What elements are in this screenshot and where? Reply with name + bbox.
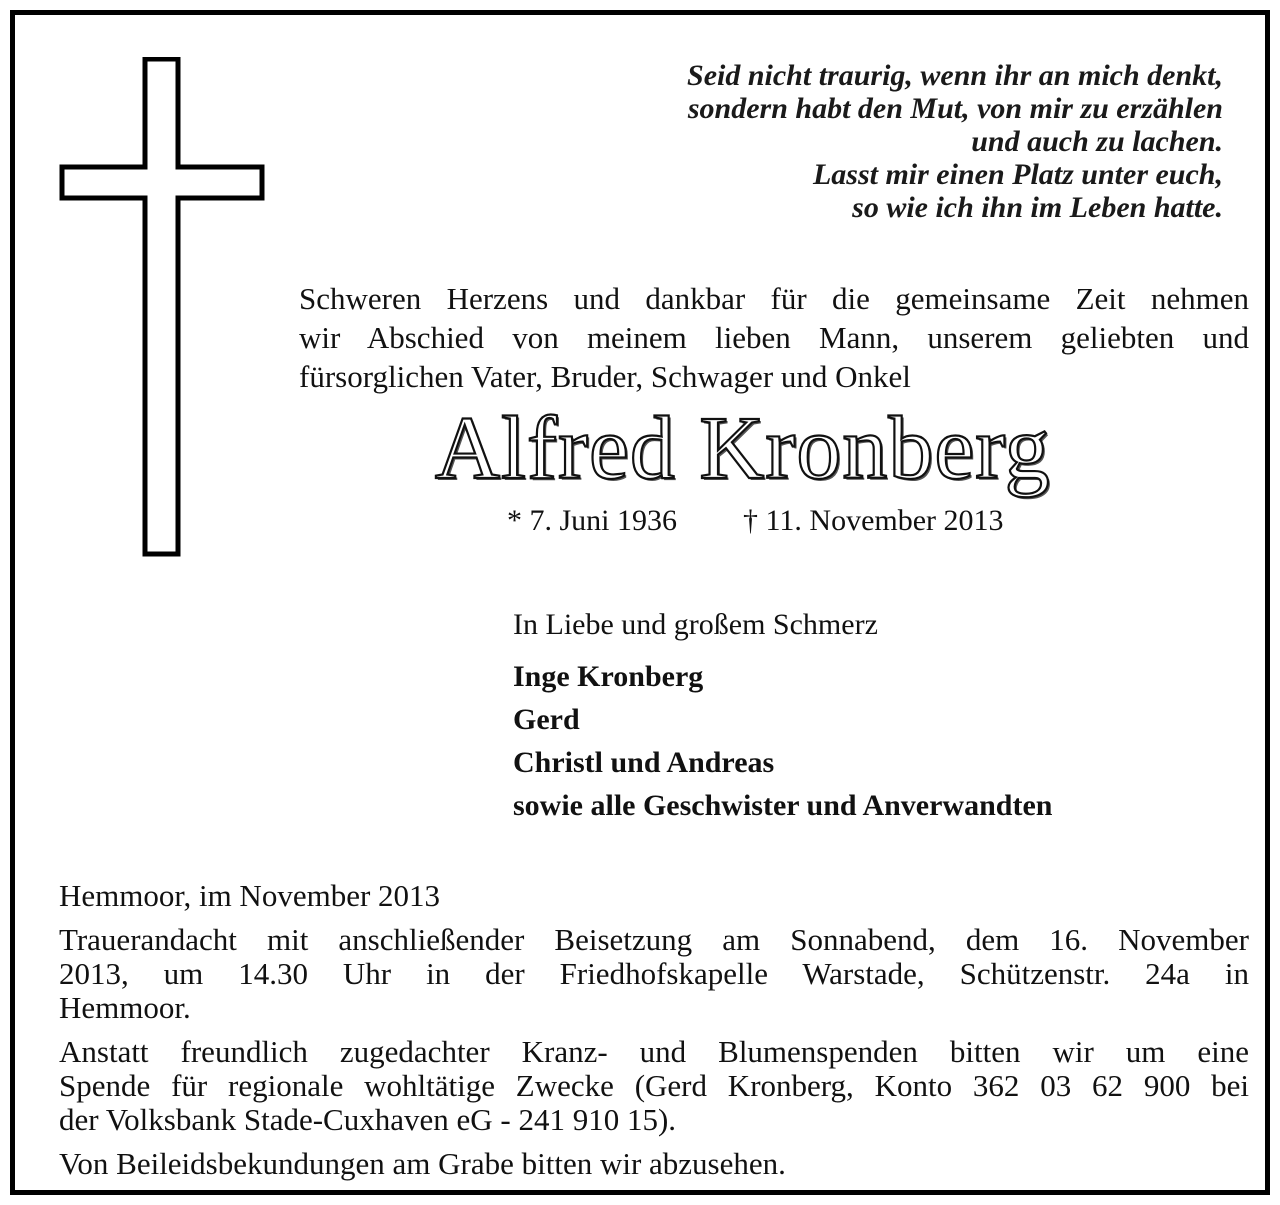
donation-line: der Volksbank Stade-Cuxhaven eG - 241 910 15). <box>59 1102 677 1137</box>
latin-cross-icon <box>59 57 267 564</box>
obituary-notice <box>10 10 1270 1195</box>
donation-info <box>59 1035 1249 1137</box>
intro-text <box>299 279 1249 396</box>
poem-line: Seid nicht traurig, wenn ihr an mich denkt, <box>687 59 1223 92</box>
death-date: † 11. November 2013 <box>743 504 1004 537</box>
funeral-info <box>59 923 1249 1025</box>
mourning-line: In Liebe und großem Schmerz <box>513 608 878 641</box>
intro-line: wir Abschied von meinem lieben Mann, unserem geliebten und <box>299 320 1249 355</box>
life-dates <box>507 501 1004 541</box>
survivor-name: Gerd <box>513 703 580 736</box>
survivors-list <box>513 655 1052 827</box>
poem-line: Lasst mir einen Platz unter euch, <box>812 158 1223 191</box>
donation-line: Anstatt freundlich zugedachter Kranz- und Blumenspenden bitten wir um eine <box>59 1034 1249 1069</box>
funeral-line: Trauerandacht mit anschließender Beisetzung am Sonnabend, dem 16. November <box>59 922 1249 957</box>
deceased-name: Alfred Kronberg <box>435 399 1051 498</box>
funeral-line: Hemmoor. <box>59 990 191 1025</box>
intro-line: fürsorglichen Vater, Bruder, Schwager und Onkel <box>299 359 911 394</box>
birth-date: * 7. Juni 1936 <box>507 504 678 537</box>
funeral-line: 2013, um 14.30 Uhr in der Friedhofskapelle Warstade, Schützenstr. 24a in <box>59 956 1249 991</box>
notice-details <box>59 879 1249 1191</box>
poem-line: sondern habt den Mut, von mir zu erzählen <box>687 92 1223 125</box>
intro-line: Schweren Herzens und dankbar für die gemeinsame Zeit nehmen <box>299 281 1249 316</box>
survivor-name: Christl und Andreas <box>513 746 775 779</box>
survivor-name: Inge Kronberg <box>513 660 704 693</box>
condolence-note: Von Beileidsbekundungen am Grabe bitten wir abzusehen. <box>59 1146 786 1181</box>
poem-line: so wie ich ihn im Leben hatte. <box>852 191 1223 224</box>
survivor-name: sowie alle Geschwister und Anverwandten <box>513 789 1053 822</box>
place-date: Hemmoor, im November 2013 <box>59 878 441 913</box>
poem <box>503 59 1223 224</box>
donation-line: Spende für regionale wohltätige Zwecke (Gerd Kronberg, Konto 362 03 62 900 bei <box>59 1068 1249 1103</box>
poem-line: und auch zu lachen. <box>971 125 1223 158</box>
